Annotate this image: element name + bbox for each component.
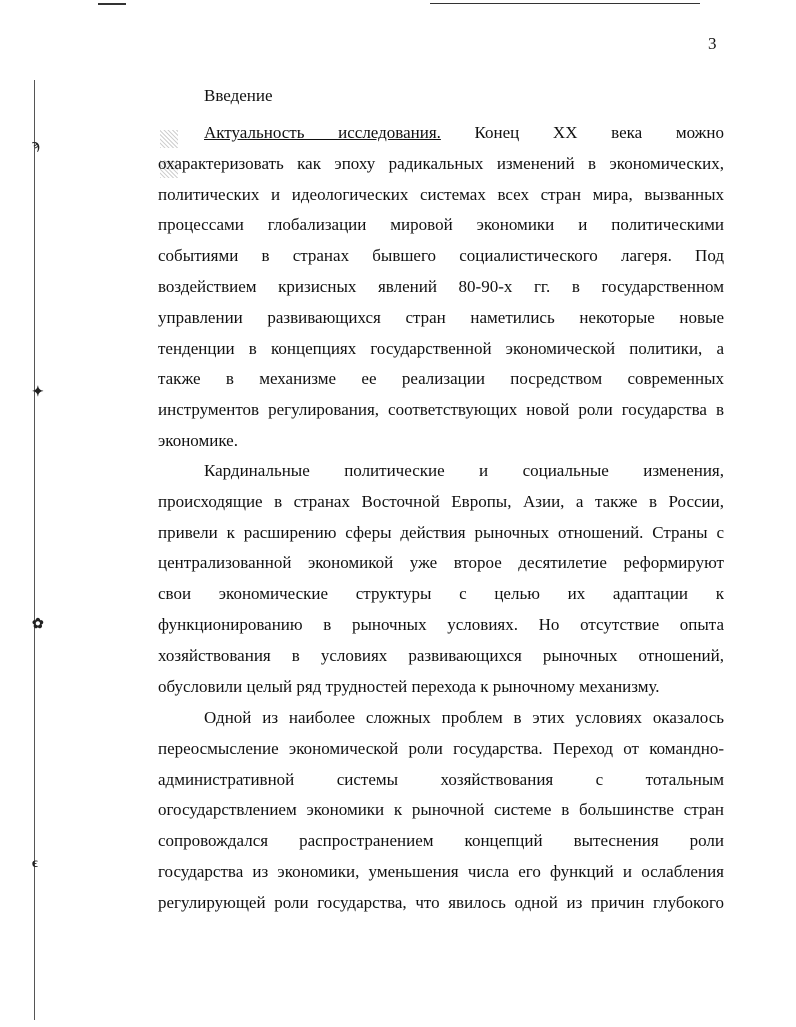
text-line: охарактеризовать как эпоху радикальных изменений в экономических, [158, 153, 724, 173]
text-line: хозяйствования в условиях развивающихся рыночных отношений, [158, 645, 724, 665]
text-line: огосударствлением экономики к рыночной системе в большинстве стран [158, 800, 724, 820]
binding-hole-mark-2: ✦ [32, 385, 44, 400]
scan-artifact-top-right [430, 3, 700, 4]
text-line: привели к расширению сферы действия рыночных отношений. Страны с [158, 522, 724, 542]
text-line-rest: Конец XX века можно [440, 123, 724, 142]
scan-artifact-top-left [98, 3, 126, 5]
text-line: происходящие в странах Восточной Европы, Азии, а также в России, [158, 491, 724, 511]
scan-artifact-left-edge [34, 80, 35, 1020]
text-line: экономике. [158, 430, 238, 450]
text-line: Одной из наиболее сложных проблем в этих условиях оказалось [204, 708, 724, 727]
text-line: процессами глобализации мировой экономики и политическими [158, 215, 724, 235]
text-line: также в механизме ее реализации посредством современных [158, 369, 724, 389]
paragraph-1 [158, 118, 724, 457]
page-number: 3 [708, 34, 717, 53]
relevance-label: Актуальность исследования. [204, 123, 441, 142]
text-line: государства из экономики, уменьшения числа его функций и ослабления [158, 861, 724, 881]
binding-hole-mark-3: ✿ [32, 617, 44, 632]
text-line: воздействием кризисных явлений 80-90-х гг. в государственном [158, 276, 724, 296]
text-line: сопровождался распространением концепций вытеснения роли [158, 831, 724, 851]
text-line: управлении развивающихся стран наметились некоторые новые [158, 307, 724, 327]
text-line: политических и идеологических системах всех стран мира, вызванных [158, 184, 724, 204]
text-line [158, 118, 724, 149]
text-line: инструментов регулирования, соответствующих новой роли государства в [158, 400, 724, 420]
section-heading: Введение [204, 86, 273, 105]
text-line: событиями в странах бывшего социалистического лагеря. Под [158, 246, 724, 266]
binding-hole-mark-1: ϡ [32, 138, 40, 153]
paragraph-3 [158, 703, 724, 919]
text-line: административной системы хозяйствования с тотальным [158, 769, 724, 789]
binding-hole-mark-4: ϵ [32, 856, 38, 871]
text-line: тенденции в концепциях государственной экономической политики, а [158, 338, 724, 358]
text-line: регулирующей роли государства, что явилось одной из причин глубокого [158, 892, 724, 912]
text-line: переосмысление экономической роли государства. Переход от командно- [158, 738, 724, 758]
paragraph-2 [158, 456, 724, 702]
text-line: функционированию в рыночных условиях. Но отсутствие опыта [158, 614, 724, 634]
text-line: централизованной экономикой уже второе десятилетие реформируют [158, 553, 724, 573]
text-line: Кардинальные политические и социальные изменения, [204, 461, 724, 480]
text-line: свои экономические структуры с целью их адаптации к [158, 584, 724, 604]
text-line: обусловили целый ряд трудностей перехода к рыночному механизму. [158, 676, 660, 696]
